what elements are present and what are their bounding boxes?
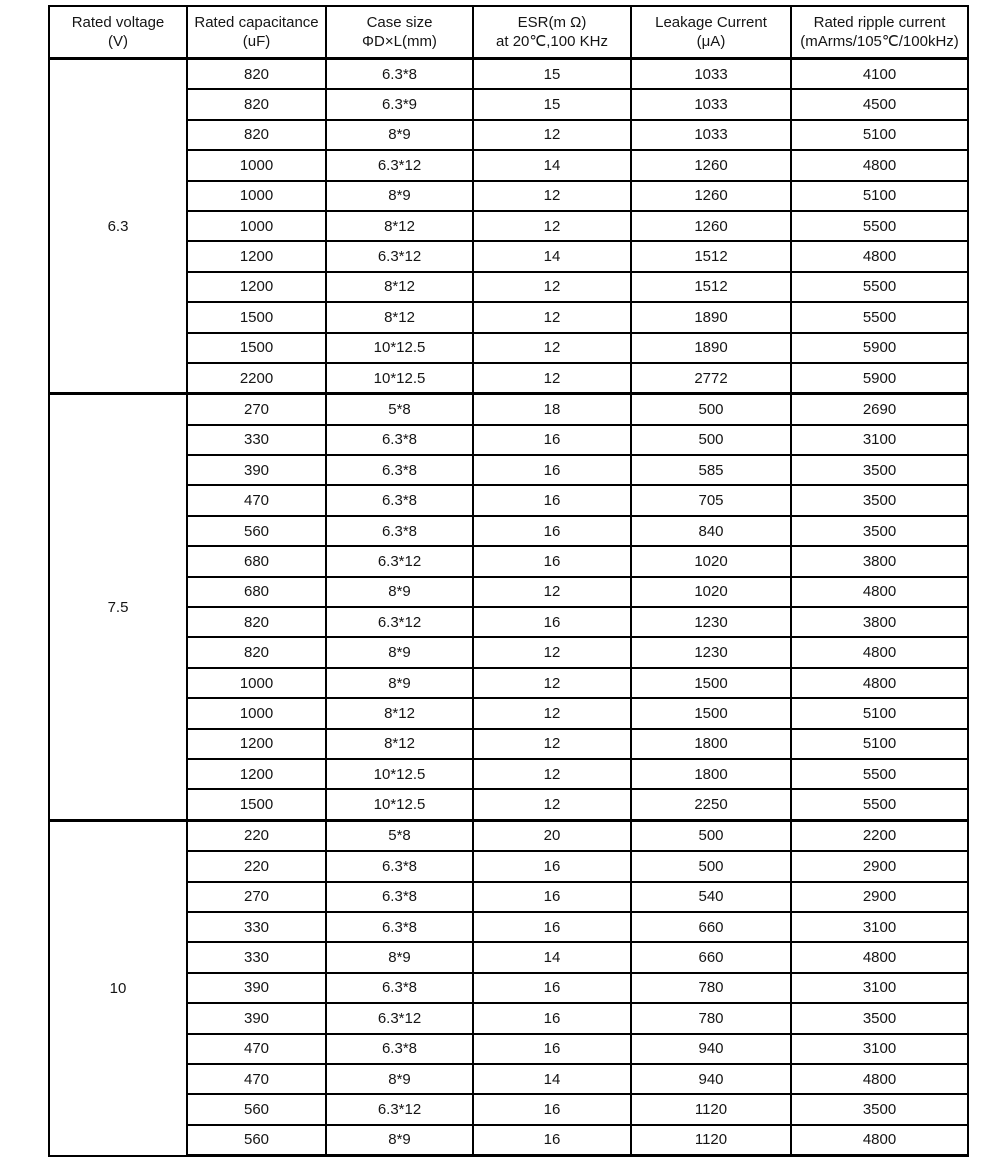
table-row (49, 882, 968, 912)
ripple-current-cell: 3100 (791, 973, 968, 1003)
header-case-size (326, 6, 473, 59)
leakage-current-cell: 940 (631, 1064, 791, 1094)
ripple-current-cell: 5500 (791, 302, 968, 332)
leakage-current-cell: 780 (631, 973, 791, 1003)
capacitance-cell: 820 (187, 607, 326, 637)
ripple-current-cell: 5500 (791, 789, 968, 820)
esr-cell: 12 (473, 333, 631, 363)
esr-cell: 16 (473, 1034, 631, 1064)
ripple-current-cell: 5100 (791, 181, 968, 211)
case-size-cell: 8*12 (326, 698, 473, 728)
leakage-current-cell: 840 (631, 516, 791, 546)
case-size-cell: 5*8 (326, 820, 473, 851)
leakage-current-cell: 1020 (631, 546, 791, 576)
capacitance-cell: 220 (187, 851, 326, 881)
esr-cell: 16 (473, 485, 631, 515)
ripple-current-cell: 4500 (791, 89, 968, 119)
header-line: (mArms/105℃/100kHz) (800, 33, 959, 50)
table-row (49, 698, 968, 728)
capacitance-cell: 1000 (187, 150, 326, 180)
leakage-current-cell: 2772 (631, 363, 791, 394)
header-line: (V) (108, 33, 128, 50)
capacitance-cell: 560 (187, 1125, 326, 1156)
case-size-cell: 6.3*12 (326, 241, 473, 271)
leakage-current-cell: 2250 (631, 789, 791, 820)
case-size-cell: 8*9 (326, 181, 473, 211)
capacitance-cell: 390 (187, 973, 326, 1003)
capacitance-cell: 270 (187, 882, 326, 912)
esr-cell: 16 (473, 546, 631, 576)
esr-cell: 12 (473, 637, 631, 667)
leakage-current-cell: 1260 (631, 150, 791, 180)
header-line: Rated voltage (71, 13, 165, 31)
table-row (49, 425, 968, 455)
esr-cell: 16 (473, 882, 631, 912)
leakage-current-cell: 540 (631, 882, 791, 912)
leakage-current-cell: 660 (631, 942, 791, 972)
ripple-current-cell: 3500 (791, 455, 968, 485)
ripple-current-cell: 5500 (791, 272, 968, 302)
leakage-current-cell: 1120 (631, 1094, 791, 1124)
table-row (49, 150, 968, 180)
case-size-cell: 6.3*8 (326, 851, 473, 881)
ripple-current-cell: 4800 (791, 150, 968, 180)
leakage-current-cell: 500 (631, 820, 791, 851)
ripple-current-cell: 4800 (791, 637, 968, 667)
case-size-cell: 6.3*12 (326, 546, 473, 576)
capacitance-cell: 1200 (187, 729, 326, 759)
ripple-current-cell: 3500 (791, 516, 968, 546)
case-size-cell: 8*12 (326, 211, 473, 241)
capacitance-cell: 680 (187, 546, 326, 576)
leakage-current-cell: 585 (631, 455, 791, 485)
ripple-current-cell: 3800 (791, 546, 968, 576)
header-line: ESR(m Ω) (517, 13, 587, 31)
table-row (49, 394, 968, 425)
voltage-group-cell: 7.5 (49, 394, 187, 820)
leakage-current-cell: 1800 (631, 729, 791, 759)
table-row (49, 363, 968, 394)
case-size-cell: 8*9 (326, 668, 473, 698)
capacitance-cell: 560 (187, 516, 326, 546)
esr-cell: 16 (473, 425, 631, 455)
case-size-cell: 8*9 (326, 120, 473, 150)
esr-cell: 18 (473, 394, 631, 425)
leakage-current-cell: 500 (631, 851, 791, 881)
capacitance-cell: 330 (187, 425, 326, 455)
ripple-current-cell: 2900 (791, 882, 968, 912)
esr-cell: 14 (473, 241, 631, 271)
leakage-current-cell: 500 (631, 394, 791, 425)
header-row (49, 6, 968, 59)
esr-cell: 16 (473, 516, 631, 546)
header-line: (μA) (696, 33, 726, 50)
capacitance-cell: 1200 (187, 241, 326, 271)
table-row (49, 820, 968, 851)
header-line: ΦD×L(mm) (362, 33, 437, 50)
table-row (49, 120, 968, 150)
table-row (49, 1003, 968, 1033)
case-size-cell: 6.3*8 (326, 516, 473, 546)
esr-cell: 12 (473, 759, 631, 789)
leakage-current-cell: 1260 (631, 181, 791, 211)
esr-cell: 16 (473, 1125, 631, 1156)
case-size-cell: 6.3*8 (326, 485, 473, 515)
leakage-current-cell: 1033 (631, 59, 791, 90)
capacitance-cell: 470 (187, 1064, 326, 1094)
case-size-cell: 6.3*8 (326, 425, 473, 455)
case-size-cell: 10*12.5 (326, 789, 473, 820)
leakage-current-cell: 1230 (631, 637, 791, 667)
leakage-current-cell: 1890 (631, 333, 791, 363)
ripple-current-cell: 3500 (791, 1003, 968, 1033)
esr-cell: 14 (473, 150, 631, 180)
spec-table-container (48, 5, 969, 1157)
case-size-cell: 6.3*12 (326, 1003, 473, 1033)
voltage-group-cell: 10 (49, 820, 187, 1155)
table-row (49, 789, 968, 820)
table-row (49, 912, 968, 942)
leakage-current-cell: 1500 (631, 668, 791, 698)
header-line: Rated capacitance (194, 13, 319, 31)
leakage-current-cell: 940 (631, 1034, 791, 1064)
capacitance-cell: 1000 (187, 668, 326, 698)
capacitance-cell: 680 (187, 577, 326, 607)
case-size-cell: 6.3*8 (326, 59, 473, 90)
table-row (49, 59, 968, 90)
case-size-cell: 10*12.5 (326, 333, 473, 363)
table-row (49, 729, 968, 759)
case-size-cell: 8*9 (326, 942, 473, 972)
case-size-cell: 6.3*8 (326, 912, 473, 942)
ripple-current-cell: 3800 (791, 607, 968, 637)
case-size-cell: 6.3*8 (326, 882, 473, 912)
case-size-cell: 8*9 (326, 1064, 473, 1094)
capacitance-cell: 330 (187, 912, 326, 942)
ripple-current-cell: 4800 (791, 577, 968, 607)
table-row (49, 1125, 968, 1156)
capacitance-cell: 1500 (187, 789, 326, 820)
ripple-current-cell: 4800 (791, 1064, 968, 1094)
capacitance-cell: 820 (187, 637, 326, 667)
ripple-current-cell: 3100 (791, 912, 968, 942)
capacitance-cell: 1500 (187, 333, 326, 363)
esr-cell: 16 (473, 1094, 631, 1124)
table-row (49, 455, 968, 485)
case-size-cell: 8*9 (326, 577, 473, 607)
capacitance-cell: 470 (187, 485, 326, 515)
table-row (49, 211, 968, 241)
esr-cell: 16 (473, 851, 631, 881)
case-size-cell: 6.3*8 (326, 1034, 473, 1064)
leakage-current-cell: 1890 (631, 302, 791, 332)
case-size-cell: 8*9 (326, 637, 473, 667)
esr-cell: 12 (473, 272, 631, 302)
table-row (49, 942, 968, 972)
case-size-cell: 8*12 (326, 729, 473, 759)
table-row (49, 302, 968, 332)
capacitance-cell: 1200 (187, 759, 326, 789)
leakage-current-cell: 705 (631, 485, 791, 515)
capacitance-cell: 820 (187, 59, 326, 90)
capacitance-cell: 330 (187, 942, 326, 972)
ripple-current-cell: 3500 (791, 1094, 968, 1124)
header-esr (473, 6, 631, 59)
capacitance-cell: 220 (187, 820, 326, 851)
capacitance-cell: 270 (187, 394, 326, 425)
header-ripple-current (791, 6, 968, 59)
leakage-current-cell: 1512 (631, 241, 791, 271)
capacitance-cell: 390 (187, 1003, 326, 1033)
table-row (49, 89, 968, 119)
ripple-current-cell: 3100 (791, 1034, 968, 1064)
leakage-current-cell: 1033 (631, 120, 791, 150)
table-row (49, 607, 968, 637)
esr-cell: 14 (473, 1064, 631, 1094)
header-rated-capacitance (187, 6, 326, 59)
header-line: (uF) (242, 33, 271, 50)
ripple-current-cell: 5500 (791, 211, 968, 241)
case-size-cell: 10*12.5 (326, 759, 473, 789)
leakage-current-cell: 1260 (631, 211, 791, 241)
table-row (49, 759, 968, 789)
table-row (49, 485, 968, 515)
esr-cell: 12 (473, 211, 631, 241)
case-size-cell: 8*9 (326, 1125, 473, 1156)
capacitance-cell: 1500 (187, 302, 326, 332)
capacitance-cell: 390 (187, 455, 326, 485)
esr-cell: 16 (473, 1003, 631, 1033)
case-size-cell: 8*12 (326, 272, 473, 302)
esr-cell: 12 (473, 729, 631, 759)
esr-cell: 12 (473, 363, 631, 394)
table-row (49, 1094, 968, 1124)
esr-cell: 12 (473, 302, 631, 332)
table-row (49, 272, 968, 302)
leakage-current-cell: 1033 (631, 89, 791, 119)
ripple-current-cell: 2690 (791, 394, 968, 425)
leakage-current-cell: 1500 (631, 698, 791, 728)
esr-cell: 15 (473, 89, 631, 119)
header-leakage-current (631, 6, 791, 59)
table-row (49, 181, 968, 211)
ripple-current-cell: 2900 (791, 851, 968, 881)
case-size-cell: 10*12.5 (326, 363, 473, 394)
table-row (49, 333, 968, 363)
ripple-current-cell: 5500 (791, 759, 968, 789)
ripple-current-cell: 4800 (791, 668, 968, 698)
table-row (49, 973, 968, 1003)
table-row (49, 637, 968, 667)
ripple-current-cell: 5900 (791, 363, 968, 394)
ripple-current-cell: 3100 (791, 425, 968, 455)
table-row (49, 516, 968, 546)
table-row (49, 1034, 968, 1064)
ripple-current-cell: 4800 (791, 241, 968, 271)
leakage-current-cell: 660 (631, 912, 791, 942)
capacitance-cell: 1200 (187, 272, 326, 302)
ripple-current-cell: 3500 (791, 485, 968, 515)
case-size-cell: 6.3*12 (326, 1094, 473, 1124)
esr-cell: 16 (473, 973, 631, 1003)
leakage-current-cell: 1512 (631, 272, 791, 302)
esr-cell: 12 (473, 698, 631, 728)
capacitance-cell: 2200 (187, 363, 326, 394)
esr-cell: 14 (473, 942, 631, 972)
header-line: Rated ripple current (813, 13, 946, 31)
case-size-cell: 8*12 (326, 302, 473, 332)
table-row (49, 241, 968, 271)
ripple-current-cell: 5100 (791, 729, 968, 759)
table-row (49, 668, 968, 698)
case-size-cell: 6.3*12 (326, 150, 473, 180)
capacitance-cell: 1000 (187, 211, 326, 241)
table-row (49, 1064, 968, 1094)
case-size-cell: 6.3*12 (326, 607, 473, 637)
capacitance-cell: 470 (187, 1034, 326, 1064)
spec-table-header (49, 6, 968, 59)
leakage-current-cell: 1800 (631, 759, 791, 789)
esr-cell: 12 (473, 577, 631, 607)
leakage-current-cell: 780 (631, 1003, 791, 1033)
header-line: Leakage Current (655, 13, 767, 31)
table-row (49, 851, 968, 881)
ripple-current-cell: 2200 (791, 820, 968, 851)
header-line: Case size (366, 13, 433, 31)
spec-table-body (49, 59, 968, 1156)
header-line: at 20℃,100 KHz (496, 33, 608, 50)
capacitance-cell: 1000 (187, 698, 326, 728)
capacitance-cell: 820 (187, 89, 326, 119)
case-size-cell: 5*8 (326, 394, 473, 425)
ripple-current-cell: 5100 (791, 120, 968, 150)
capacitance-cell: 560 (187, 1094, 326, 1124)
ripple-current-cell: 4800 (791, 1125, 968, 1156)
capacitance-cell: 820 (187, 120, 326, 150)
leakage-current-cell: 500 (631, 425, 791, 455)
table-row (49, 577, 968, 607)
esr-cell: 20 (473, 820, 631, 851)
esr-cell: 16 (473, 912, 631, 942)
header-rated-voltage (49, 6, 187, 59)
case-size-cell: 6.3*8 (326, 455, 473, 485)
capacitance-cell: 1000 (187, 181, 326, 211)
ripple-current-cell: 4800 (791, 942, 968, 972)
esr-cell: 15 (473, 59, 631, 90)
case-size-cell: 6.3*9 (326, 89, 473, 119)
spec-table (48, 5, 969, 1157)
voltage-group-cell: 6.3 (49, 59, 187, 394)
leakage-current-cell: 1120 (631, 1125, 791, 1156)
esr-cell: 16 (473, 455, 631, 485)
esr-cell: 16 (473, 607, 631, 637)
leakage-current-cell: 1020 (631, 577, 791, 607)
ripple-current-cell: 5100 (791, 698, 968, 728)
leakage-current-cell: 1230 (631, 607, 791, 637)
table-row (49, 546, 968, 576)
case-size-cell: 6.3*8 (326, 973, 473, 1003)
esr-cell: 12 (473, 181, 631, 211)
ripple-current-cell: 5900 (791, 333, 968, 363)
esr-cell: 12 (473, 120, 631, 150)
esr-cell: 12 (473, 789, 631, 820)
ripple-current-cell: 4100 (791, 59, 968, 90)
esr-cell: 12 (473, 668, 631, 698)
